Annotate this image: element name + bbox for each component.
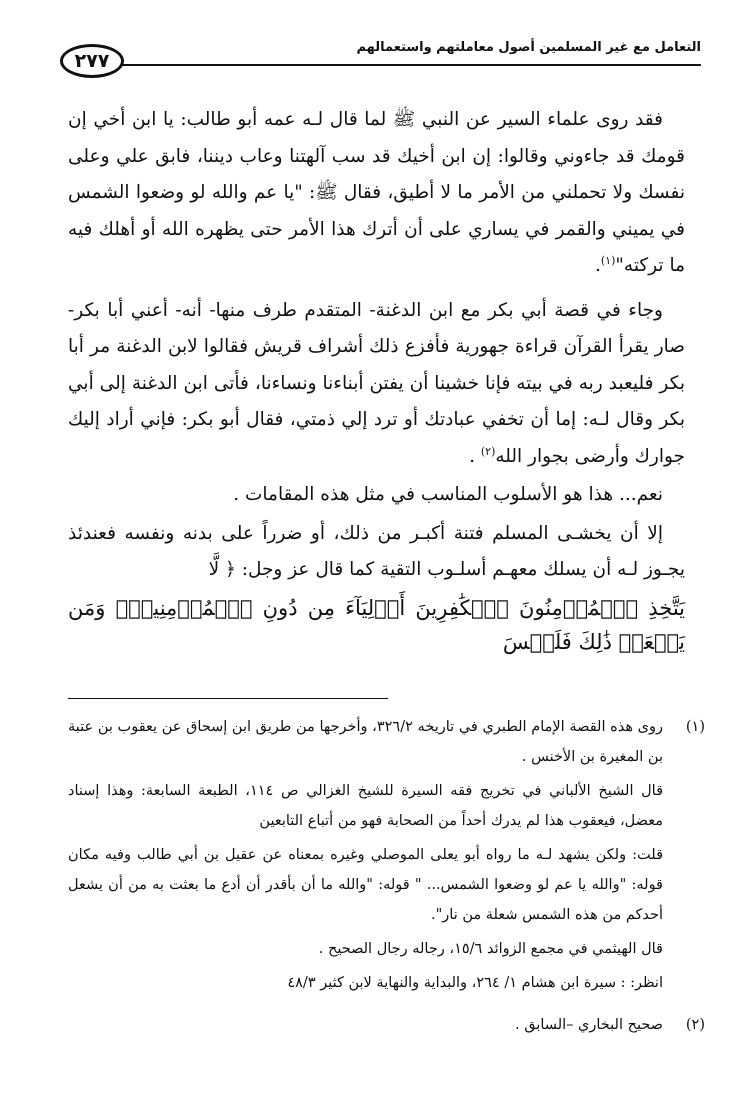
paragraph-taqiyya: إلا أن يخشـى المسلم فتنة أكبـر من ذلك، أو ضرراً على بدنه ونفسه فعندئذ يجـوز لـه أن يسلك معهـم أسلـوب التقية كما قال عز وجل: ﴿ لَّا — [68, 522, 685, 580]
footnote-line: انظر: : سيرة ابن هشام ١/ ٢٦٤، والبداية والنهاية لابن كثير ٤٨/٣ — [287, 975, 663, 991]
footnote-separator — [68, 698, 388, 699]
punctuation: . — [594, 255, 601, 276]
paragraph-conclusion: نعم... هذا هو الأسلوب المناسب في مثل هذه المقامات . — [233, 484, 663, 505]
paragraph-text: فقد روى علماء السير عن النبي ﷺ لما قال لـه عمه أبو طالب: يا ابن أخي إن قومك قد جاءوني وقالوا: إن ابن أخيك قد سب آلهتنا وعاب ديننا، فابق علي وعلى نفسك ولا تحملني من الأمر ما لا أطيق، فقال ﷺ: "يا عم والله لو وضعوا الشمس في يميني والقمر في يساري على أن أترك هذا الأمر حتى يظهره الله أو أهلك فيه ما تركته" — [68, 109, 685, 276]
page-number: ٢٧٧ — [60, 44, 124, 78]
footnote-number: (٢) — [685, 1017, 705, 1033]
header-rule — [120, 64, 701, 66]
footnote-line: قال الشيخ الألباني في تخريج فقه السيرة للشيخ الغزالي ص ١١٤، الطبعة السابعة: وهذا إسناد معضل، فيعقوب هذا لم يدرك أحداً من الصحابة فهو من أتباع التابعين — [68, 783, 663, 829]
footnote-ref-2: (٢) — [480, 444, 496, 458]
footnote-line: قال الهيثمي في مجمع الزوائد ١٥/٦، رجاله رجال الصحيح . — [318, 941, 663, 957]
footnote-body — [68, 1010, 663, 1044]
footnote-body — [68, 712, 663, 1002]
footnote-1 — [68, 712, 705, 1002]
footnote-line: روى هذه القصة الإمام الطبري في تاريخه ٣٢٦/٢، وأخرجها من طريق ابن إسحاق عن يعقوب بن عتبة بن المغيرة بن الأخنس . — [68, 719, 663, 765]
punctuation: . — [469, 445, 481, 467]
main-text — [68, 102, 685, 659]
footnote-2 — [68, 1010, 705, 1044]
page-header — [60, 36, 701, 82]
paragraph-abu-bakr — [68, 293, 685, 476]
footnote-line: صحيح البخاري –السابق . — [515, 1017, 663, 1033]
footnote-number: (١) — [685, 719, 705, 735]
running-title: التعامل مع غير المسلمين أصول معاملتهم واستعمالهم — [356, 40, 701, 55]
paragraph-abu-talib — [68, 102, 685, 285]
footnotes — [68, 712, 705, 1044]
footnote-line: قلت: ولكن يشهد لـه ما رواه أبو يعلى الموصلي وغيره بمعناه عن عقيل بن أبي طالب وفيه مكان قوله: "والله يا عم لو وضعوا الشمس... " قوله: "والله ما أن بأقدر أن أدع ما بعثت به من أن يشعل أحدكم من هذه الشمس شعلة من نار". — [68, 847, 663, 923]
footnote-ref-1: (١) — [600, 253, 616, 267]
quran-verse: يَتَّخِذِ ٱلۡمُؤۡمِنُونَ ٱلۡكَٰفِرِينَ أَوۡلِيَآءَ مِن دُونِ ٱلۡمُؤۡمِنِينَۖ وَمَن يَفۡعَلۡ ذَٰلِكَ فَلَيۡسَ — [68, 595, 685, 654]
paragraph-text: وجاء في قصة أبي بكر مع ابن الدغنة- المتقدم طرف منها- أنه- أعني أبا بكر- صار يقرأ القرآن قراءة جهورية فأفزع ذلك أشراف قريش فقالوا لابن الدغنة مر أبا بكر فليعبد ربه في بيته فإنا خشينا أن يفتن أبناءنا ونساءنا، فأتى ابن الدغنة إلى أبي بكر وقال لـه: إما أن تخفي عبادتك أو ترد إلي ذمتي، فقال أبو بكر: فإني أراد إليك جوارك وأرضى بجوار الله — [68, 299, 685, 467]
